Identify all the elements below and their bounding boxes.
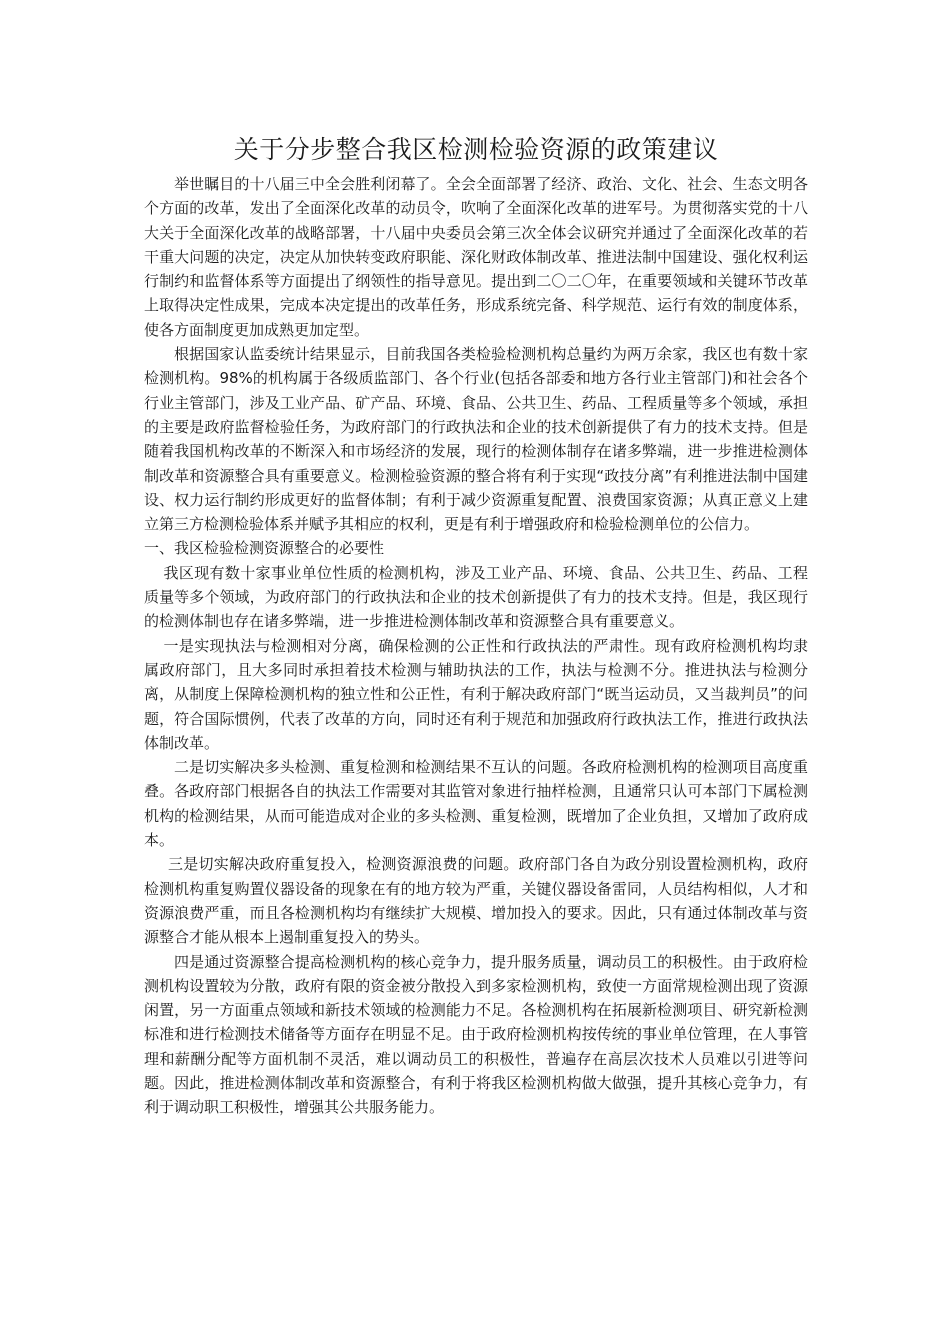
statistics-paragraph: 根据国家认监委统计结果显示，目前我国各类检验检测机构总量约为两万余家，我区也有数十家检测机构。98%的机构属于各级质监部门、各个行业(包括各部委和地方各行业主管部门)和社会各个行业主管部门，涉及工业产品、矿产品、环境、食品、公共卫生、药品、工程质量等多个领域，承担的主要是政府监督检验任务，为政府部门的行政执法和企业的技术创新提供了有力的技术支持。但是随着我国机构改革的不断深入和市场经济的发展，现行的检测体制存在诸多弊端，进一步推进检测体制改革和资源整合具有重要意义。检测检验资源的整合将有利于实现“政技分离”有利推进法制中国建设、权力运行制约形成更好的监督体制；有利于减少资源重复配置、浪费国家资源；从真正意义上建立第三方检测检验体系并赋予其相应的权利，更是有利于增强政府和检验检测单位的公信力。 xyxy=(144,345,808,534)
intro-paragraph: 举世瞩目的十八届三中全会胜利闭幕了。全会全面部署了经济、政治、文化、社会、生态文明各个方面的改革，发出了全面深化改革的动员令，吹响了全面深化改革的进军号。为贯彻落实党的十八大关于全面深化改革的战略部署，十八届中央委员会第三次全体会议研究并通过了全面深化改革的若干重大问题的决定，决定从加快转变政府职能、深化财政体制改革、推进法制中国建设、强化权利运行制约和监督体系等方面提出了纲领性的指导意见。提出到二〇二〇年，在重要领域和关键环节改革上取得决定性成果，完成本决定提出的改革任务，形成系统完备、科学规范、运行有效的制度体系，使各方面制度更加成熟更加定型。 xyxy=(144,175,808,339)
point-three-paragraph: 三是切实解决政府重复投入，检测资源浪费的问题。政府部门各自为政分别设置检测机构，政府检测机构重复购置仪器设备的现象在有的地方较为严重，关键仪器设备雷同，人员结构相似，人才和资源浪费严重，而且各检测机构均有继续扩大规模、增加投入的要求。因此，只有通过体制改革与资源整合才能从根本上遏制重复投入的势头。 xyxy=(144,855,808,947)
point-two-paragraph: 二是切实解决多头检测、重复检测和检测结果不互认的问题。各政府检测机构的检测项目高度重叠。各政府部门根据各自的执法工作需要对其监管对象进行抽样检测，且通常只认可本部门下属检测机构的检测结果，从而可能造成对企业的多头检测、重复检测，既增加了企业负担，又增加了政府成本。 xyxy=(144,758,808,850)
document-page xyxy=(144,130,808,1120)
document-title: 关于分步整合我区检测检验资源的政策建议 xyxy=(233,135,719,164)
point-four-paragraph: 四是通过资源整合提高检测机构的核心竞争力，提升服务质量，调动员工的积极性。由于政府检测机构设置较为分散，政府有限的资金被分散投入到多家检测机构，致使一方面常规检测出现了资源闲置，另一方面重点领域和新技术领域的检测能力不足。各检测机构在拓展新检测项目、研究新检测标准和进行检测技术储备等方面存在明显不足。由于政府检测机构按传统的事业单位管理，在人事管理和薪酬分配等方面机制不灵活，难以调动员工的积极性，普遍存在高层次技术人员难以引进等问题。因此，推进检测体制改革和资源整合，有利于将我区检测机构做大做强，提升其核心竞争力，有利于调动职工积极性，增强其公共服务能力。 xyxy=(144,952,808,1117)
section-paragraph: 我区现有数十家事业单位性质的检测机构，涉及工业产品、环境、食品、公共卫生、药品、工程质量等多个领域，为政府部门的行政执法和企业的技术创新提供了有力的技术支持。但是，我区现行的检测体制也存在诸多弊端，进一步推进检测体制改革和资源整合具有重要意义。 xyxy=(144,563,808,631)
section-heading: 一、我区检验检测资源整合的必要性 xyxy=(144,539,385,558)
point-one-paragraph: 一是实现执法与检测相对分离，确保检测的公正性和行政执法的严肃性。现有政府检测机构均隶属政府部门，且大多同时承担着技术检测与辅助执法的工作，执法与检测不分。推进执法与检测分离，从制度上保障检测机构的独立性和公正性，有利于解决政府部门“既当运动员，又当裁判员”的问题，符合国际惯例，代表了改革的方向，同时还有利于规范和加强政府行政执法工作，推进行政执法体制改革。 xyxy=(144,636,808,752)
